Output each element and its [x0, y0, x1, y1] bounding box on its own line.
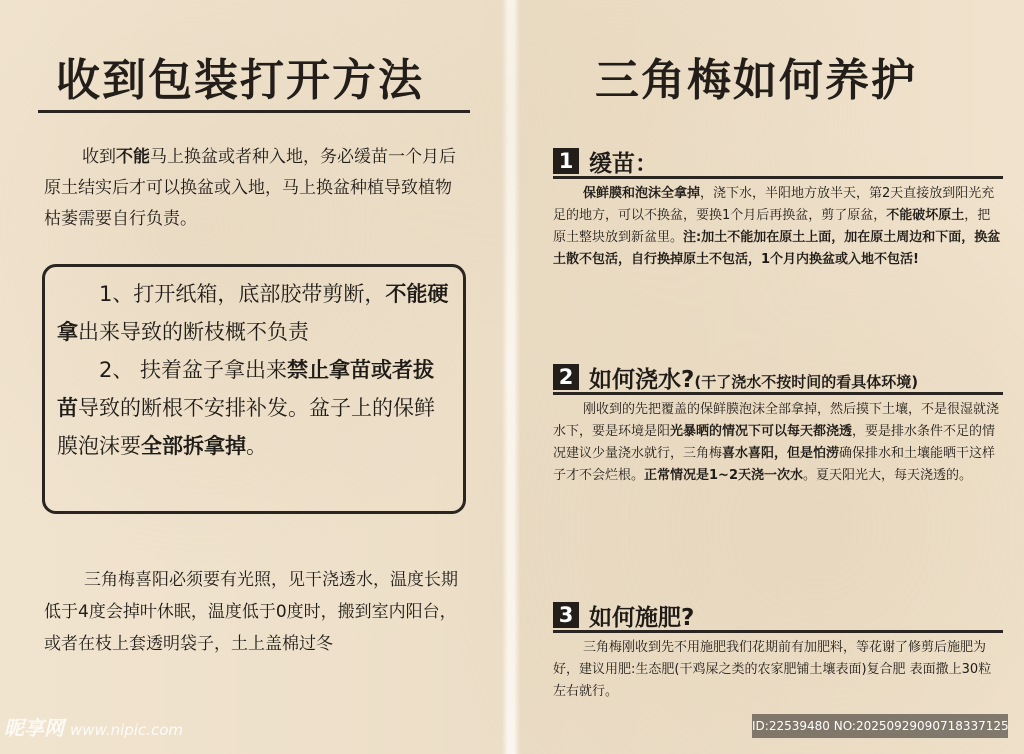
- text-run: 收到: [82, 147, 116, 167]
- bold-text: 不能硬拿: [57, 282, 449, 344]
- bold-text: 保鲜膜和泡沫全拿掉: [583, 186, 701, 201]
- image-id-bar: ID:22539480 NO:20250929090718337125: [752, 714, 1008, 738]
- bold-text: 全部拆拿掉: [141, 434, 246, 458]
- watermark: [4, 712, 183, 741]
- text-run: 刚收到的先把覆盖的保鲜膜泡沫全部拿掉，然后摸下土壤，不是很湿就浇水下，要是环境是阳: [553, 402, 1000, 439]
- text-run: 。: [246, 434, 267, 458]
- bold-text: 喜水喜阳，但是怕涝: [722, 446, 840, 461]
- bold-text: 不能: [116, 147, 150, 167]
- section-number: 2: [553, 364, 579, 390]
- text-run: ，要是排水条件不足的情况建议少量浇水就行，三角梅: [553, 424, 996, 461]
- intro-paragraph: [44, 142, 464, 235]
- section-title: 如何施肥?: [589, 605, 695, 631]
- section-title: 缓苗：: [589, 151, 658, 177]
- section-body: [553, 637, 1003, 703]
- bold-text: 禁止拿苗或者拔苗: [57, 358, 435, 420]
- left-page: [0, 0, 505, 754]
- text-run: 三角梅喜阳必须要有光照，见干浇透水，温度长期低于4度会掉叶休眠，温度低于0度时，搬到室内阳台，或者在枝上套透明袋子，土上盖棉过冬: [44, 570, 458, 654]
- bold-text: 正常情况是1~2天浇一次水: [644, 468, 803, 483]
- text-run: 。夏天阳光大，每天浇透的。: [803, 468, 973, 483]
- bold-text: 光暴晒的情况下可以每天都浇透: [670, 424, 853, 439]
- care-paragraph: [44, 564, 470, 660]
- section-header: [553, 146, 1003, 179]
- section-3: [553, 600, 1003, 703]
- watermark-brand: 昵享网: [4, 716, 64, 740]
- text-run: 马上换盆或者种入地，务必缓苗一个月后原土结实后才可以换盆或入地，马上换盆种植导致植物枯萎需要自行负责。: [44, 147, 456, 229]
- text-run: 出来导致的断枝概不负责: [78, 320, 309, 344]
- section-number: 3: [553, 602, 579, 628]
- page-title-left: 收到包装打开方法: [56, 55, 424, 106]
- step-1: [57, 275, 455, 351]
- section-body: [553, 183, 1003, 271]
- section-number: 1: [553, 148, 579, 174]
- text-run: 2、 扶着盆子拿出来: [99, 358, 288, 382]
- section-subtitle: (干了浇水不按时间的看具体环境): [694, 373, 919, 391]
- bold-text: 注:加土不能加在原土上面，加在原土周边和下面，换盆土散不包活，自行换掉原土不包活，1个月内换盆或入地不包活!: [553, 230, 1001, 267]
- section-1: [553, 146, 1003, 271]
- title-underline: [38, 110, 470, 113]
- text-run: ，把原土整块放到新盆里。: [553, 208, 991, 245]
- right-page: [515, 0, 1024, 754]
- page-title-right: 三角梅如何养护: [595, 55, 917, 106]
- text-run: 确保排水和土壤能晒干这样子才不会烂根。: [553, 446, 996, 483]
- section-title: 如何浇水?: [589, 367, 695, 393]
- section-body: [553, 399, 1003, 487]
- section-header: [553, 600, 1003, 633]
- text-run: 1、打开纸箱，底部胶带剪断，: [99, 282, 386, 306]
- section-2: [553, 362, 1003, 487]
- text-run: 导致的断根不安排补发。盆子上的保鲜膜泡沫要: [57, 396, 435, 458]
- bold-text: 不能破坏原土: [886, 208, 965, 223]
- step-2: [57, 351, 455, 465]
- unpacking-steps-box: [42, 264, 466, 514]
- text-run: 三角梅刚收到先不用施肥我们花期前有加肥料，等花谢了修剪后施肥为好，建议用肥:生态肥(干鸡屎之类的农家肥铺土壤表面)复合肥 表面撒上30粒左右就行。: [553, 640, 992, 699]
- section-header: [553, 362, 1003, 395]
- text-run: ，浇下水，半阳地方放半天，第2天直接放到阳光充足的地方，可以不换盆，要换1个月后再换盆，剪了原盆，: [553, 186, 995, 223]
- watermark-url: www.nipic.com: [70, 721, 184, 739]
